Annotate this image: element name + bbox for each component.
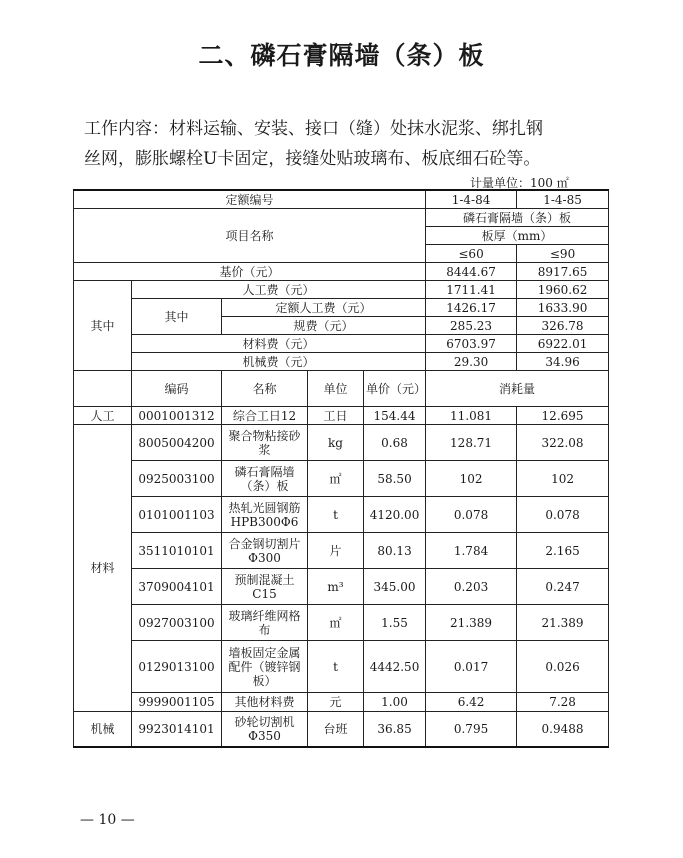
fees-1: 285.23 [426, 317, 517, 335]
machinery-section [74, 712, 609, 747]
cell-code: 8005004200 [132, 425, 222, 461]
table-row [74, 425, 609, 461]
quota-no-label: 定额编号 [74, 190, 426, 209]
cell-v2: 0.026 [517, 641, 609, 693]
cell-v2: 0.247 [517, 569, 609, 605]
table-row [74, 497, 609, 533]
cell-price: 1.00 [364, 693, 426, 712]
labor-fee-2: 1960.62 [517, 281, 609, 299]
cell-v2: 2.165 [517, 533, 609, 569]
cell-name: 墙板固定金属配件（镀锌钢板） [222, 641, 308, 693]
machinery-fee-label: 机械费（元） [132, 353, 426, 371]
cell-v2: 102 [517, 461, 609, 497]
cell-name: 聚合物粘接砂浆 [222, 425, 308, 461]
labor-fee-row [74, 281, 609, 299]
material-fee-2: 6922.01 [517, 335, 609, 353]
cell-code: 3709004101 [132, 569, 222, 605]
thickness-label: 板厚（mm） [426, 227, 609, 245]
cell-price: 1.55 [364, 605, 426, 641]
cell-code: 9999001105 [132, 693, 222, 712]
sub-group-label: 其中 [132, 299, 222, 335]
cell-unit: 工日 [308, 407, 364, 425]
cell-name: 其他材料费 [222, 693, 308, 712]
cell-v1: 128.71 [426, 425, 517, 461]
row-group-label: 人工 [74, 407, 132, 425]
cell-v2: 0.078 [517, 497, 609, 533]
page-title: 二、磷石膏隔墙（条）板 [198, 41, 485, 70]
cell-v1: 11.081 [426, 407, 517, 425]
cell-price: 4120.00 [364, 497, 426, 533]
cell-price: 58.50 [364, 461, 426, 497]
material-fee-1: 6703.97 [426, 335, 517, 353]
cell-v1: 21.389 [426, 605, 517, 641]
fees-label: 规费（元） [222, 317, 426, 335]
cell-code: 0129013100 [132, 641, 222, 693]
cell-name: 磷石膏隔墙（条）板 [222, 461, 308, 497]
column-header-unit: 单位 [308, 371, 364, 407]
base-price-label: 基价（元） [74, 263, 426, 281]
unit-note: 计量单位：100 ㎡ [470, 176, 569, 190]
quota-labor-row [74, 299, 609, 317]
cell-unit: 元 [308, 693, 364, 712]
base-price-row [74, 263, 609, 281]
cell-unit: t [308, 641, 364, 693]
quota-no-2: 1-4-85 [517, 190, 609, 209]
cell-v1: 102 [426, 461, 517, 497]
material-fee-row [74, 335, 609, 353]
cell-v1: 0.017 [426, 641, 517, 693]
cell-price: 4442.50 [364, 641, 426, 693]
quota-labor-2: 1633.90 [517, 299, 609, 317]
labor-fee-label: 人工费（元） [132, 281, 426, 299]
cell-price: 36.85 [364, 712, 426, 747]
quota-table [73, 189, 609, 748]
cell-v2: 12.695 [517, 407, 609, 425]
cell-v1: 0.078 [426, 497, 517, 533]
labor-section [74, 407, 609, 425]
row-group-label: 材料 [74, 425, 132, 712]
cell-v1: 0.795 [426, 712, 517, 747]
cell-code: 0925003100 [132, 461, 222, 497]
table-row [74, 693, 609, 712]
row-group-label: 机械 [74, 712, 132, 747]
work-content-line-1: 工作内容：材料运输、安装、接口（缝）处抹水泥浆、绑扎钢 [84, 119, 543, 139]
material-section [74, 425, 609, 712]
cell-v1: 6.42 [426, 693, 517, 712]
cell-v2: 0.9488 [517, 712, 609, 747]
cell-code: 9923014101 [132, 712, 222, 747]
cell-unit: 片 [308, 533, 364, 569]
table-row [74, 641, 609, 693]
cell-code: 0001001312 [132, 407, 222, 425]
cell-code: 3511010101 [132, 533, 222, 569]
table-row [74, 461, 609, 497]
cell-unit: ㎡ [308, 605, 364, 641]
fees-2: 326.78 [517, 317, 609, 335]
cell-v2: 21.389 [517, 605, 609, 641]
item-name-label: 项目名称 [74, 209, 426, 263]
cell-unit: t [308, 497, 364, 533]
cell-code: 0927003100 [132, 605, 222, 641]
column-header-code: 编码 [132, 371, 222, 407]
quota-labor-label: 定额人工费（元） [222, 299, 426, 317]
column-header-name: 名称 [222, 371, 308, 407]
cell-unit: kg [308, 425, 364, 461]
cell-price: 345.00 [364, 569, 426, 605]
cell-unit: m³ [308, 569, 364, 605]
cell-name: 热轧光圆钢筋HPB300Φ6 [222, 497, 308, 533]
quota-no-1: 1-4-84 [426, 190, 517, 209]
item-name-row [74, 209, 609, 227]
cell-price: 154.44 [364, 407, 426, 425]
column-header-consumption: 消耗量 [426, 371, 609, 407]
cell-v1: 0.203 [426, 569, 517, 605]
work-content [84, 114, 604, 174]
base-price-1: 8444.67 [426, 263, 517, 281]
thickness-value-1: ≤60 [426, 245, 517, 263]
column-header-row [74, 371, 609, 407]
machinery-fee-2: 34.96 [517, 353, 609, 371]
cell-code: 0101001103 [132, 497, 222, 533]
quota-labor-1: 1426.17 [426, 299, 517, 317]
machinery-fee-1: 29.30 [426, 353, 517, 371]
base-price-2: 8917.65 [517, 263, 609, 281]
work-content-line-2: 丝网，膨胀螺栓U卡固定，接缝处贴玻璃布、板底细石砼等。 [84, 149, 541, 169]
quota-no-row [74, 190, 609, 209]
product-name: 磷石膏隔墙（条）板 [426, 209, 609, 227]
cell-name: 砂轮切割机Φ350 [222, 712, 308, 747]
cell-name: 综合工日12 [222, 407, 308, 425]
cell-name: 合金钢切割片Φ300 [222, 533, 308, 569]
cell-name: 预制混凝土C15 [222, 569, 308, 605]
table-row [74, 407, 609, 425]
column-header-group [74, 371, 132, 407]
cell-unit: ㎡ [308, 461, 364, 497]
machinery-fee-row [74, 353, 609, 371]
table-row [74, 569, 609, 605]
cell-name: 玻璃纤维网格布 [222, 605, 308, 641]
column-header-price: 单价（元） [364, 371, 426, 407]
material-fee-label: 材料费（元） [132, 335, 426, 353]
cell-price: 80.13 [364, 533, 426, 569]
page-number: — 10 — [80, 812, 135, 828]
labor-fee-1: 1711.41 [426, 281, 517, 299]
breakdown-group-label: 其中 [74, 281, 132, 371]
cell-unit: 台班 [308, 712, 364, 747]
cell-v1: 1.784 [426, 533, 517, 569]
cell-v2: 7.28 [517, 693, 609, 712]
table-row [74, 533, 609, 569]
table-row [74, 712, 609, 747]
cell-price: 0.68 [364, 425, 426, 461]
thickness-value-2: ≤90 [517, 245, 609, 263]
table-row [74, 605, 609, 641]
cell-v2: 322.08 [517, 425, 609, 461]
